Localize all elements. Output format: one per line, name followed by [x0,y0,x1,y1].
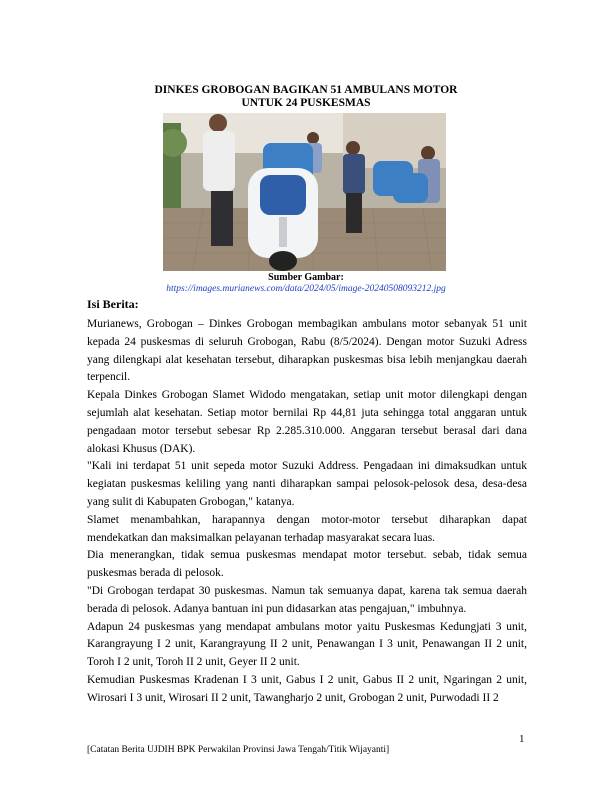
paragraph: Murianews, Grobogan – Dinkes Grobogan membagikan ambulans motor sebanyak 51 unit kepada 24 puskesmas di seluruh Grobogan, Rabu (8/5/2024). Dengan motor Suzuki Adress yang dilengkapi alat kesehatan tersebut, diharapkan puskesmas bisa lebih menjangkau daerah terpencil. [87,318,527,384]
news-photo [163,113,446,271]
paragraph: Dia menerangkan, tidak semua puskesmas mendapat motor tersebut. sebab, tidak semua puskesmas berada di pelosok. [87,549,527,580]
paragraph: Kemudian Puskesmas Kradenan I 3 unit, Gabus I 2 unit, Gabus II 2 unit, Ngaringan 2 unit, Wirosari I 3 unit, Wirosari II 2 unit, Tawangharjo 2 unit, Grobogan 2 unit, Purwodadi II 2 [87,673,527,704]
title-line-2: UNTUK 24 PUSKESMAS [241,97,371,109]
paragraph: Kepala Dinkes Grobogan Slamet Widodo mengatakan, setiap unit motor dilengkapi dengan sejumlah alat kesehatan. Setiap motor bernilai Rp 44,81 juta sehingga total anggaran untuk pengadaan motor tersebut sebesar Rp 2.285.310.000. Anggaran tersebut berasal dari dana alokasi Khusus (DAK). [87,389,527,455]
paragraph: Adapun 24 puskesmas yang mendapat ambulans motor yaitu Puskesmas Kedungjati 3 unit, Karangrayung I 2 unit, Karangrayung II 2 unit, Penawangan I 3 unit, Penawangan II 2 unit, Toroh I 2 unit, Toroh II 2 unit, Geyer II 2 unit. [87,620,527,669]
paragraph: "Di Grobogan terdapat 30 puskesmas. Namun tak semuanya dapat, karena tak semua daerah berada di pelosok. Adanya bantuan ini pun didasarkan atas pengajuan," imbuhnya. [87,584,527,615]
page-number: 1 [519,733,525,745]
title-line-1: DINKES GROBOGAN BAGIKAN 51 AMBULANS MOTOR [154,84,458,96]
footer-note: [Catatan Berita UJDIH BPK Perwakilan Provinsi Jawa Tengah/Titik Wijayanti] [87,745,390,755]
article-body [87,316,527,708]
paragraph: Slamet menambahkan, harapannya dengan motor-motor tersebut diharapkan dapat mendekatkan dan maksimalkan pelayanan terhadap masyarakat secara luas. [87,513,527,544]
section-label: Isi Berita: [87,297,139,311]
image-credit-url[interactable]: https://images.murianews.com/data/2024/05/image-20240508093212.jpg [166,284,446,294]
article-title [0,84,612,110]
paragraph: "Kali ini terdapat 51 unit sepeda motor Suzuki Address. Pengadaan ini dimaksudkan untuk kegiatan puskesmas keliling yang nanti diharapkan sampai pelosok-pelosok desa, desa-desa yang sulit di Kabupaten Grobogan," katanya. [87,460,527,508]
image-credit-label: Sumber Gambar: [268,272,344,283]
